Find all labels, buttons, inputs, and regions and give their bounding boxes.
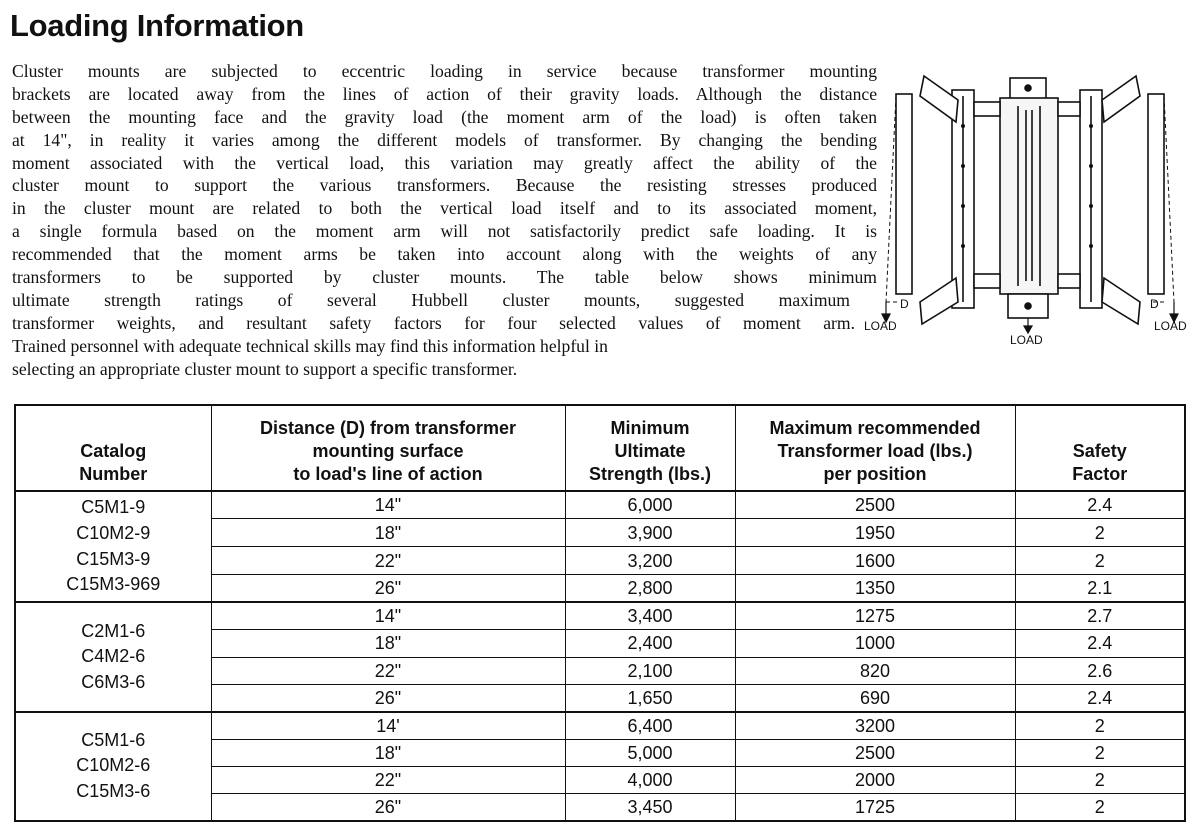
distance-cell: 14" (211, 602, 565, 629)
header-safety-factor: Safety Factor (1015, 405, 1185, 491)
strength-cell: 5,000 (565, 739, 735, 766)
strength-cell: 2,800 (565, 575, 735, 603)
safety-cell: 2.6 (1015, 657, 1185, 684)
load-cell: 1600 (735, 547, 1015, 575)
distance-cell: 26" (211, 794, 565, 821)
distance-cell: 18" (211, 519, 565, 547)
distance-label-left: D (900, 297, 909, 311)
paragraph-line: in the cluster mount are related to both the vertical load itself and to its associated moment, (12, 198, 877, 219)
loading-table (14, 404, 1186, 822)
distance-cell: 26" (211, 575, 565, 603)
safety-cell: 2.1 (1015, 575, 1185, 603)
safety-cell: 2 (1015, 712, 1185, 739)
safety-cell: 2.4 (1015, 684, 1185, 711)
strength-cell: 3,200 (565, 547, 735, 575)
left-upper-arm (920, 76, 958, 122)
paragraph-line: brackets are located away from the lines of action of their gravity loads. Although the distance (12, 83, 877, 104)
strength-cell: 2,100 (565, 657, 735, 684)
left-lower-arm (920, 278, 958, 324)
header-distance: Distance (D) from transformer mounting surface to load's line of action (211, 405, 565, 491)
distance-cell: 22" (211, 657, 565, 684)
load-cell: 1275 (735, 602, 1015, 629)
safety-cell: 2 (1015, 766, 1185, 793)
load-cell: 1000 (735, 630, 1015, 657)
paragraph-line: at 14", in reality it varies among the different models of transformer. By changing the bending (12, 129, 877, 150)
distance-cell: 22" (211, 766, 565, 793)
safety-cell: 2 (1015, 547, 1185, 575)
strength-cell: 4,000 (565, 766, 735, 793)
catalog-number-cell: C5M1-6 C10M2-6 C15M3-6 (15, 712, 211, 821)
table-row (15, 712, 1185, 739)
catalog-number-cell: C2M1-6 C4M2-6 C6M3-6 (15, 602, 211, 711)
safety-cell: 2 (1015, 519, 1185, 547)
paragraph-line: ultimate strength ratings of several Hubbell cluster mounts, suggested maximum (12, 289, 850, 310)
load-label-right: LOAD (1154, 319, 1187, 333)
paragraph-line: between the mounting face and the gravity load (the moment arm of the load) is often taken (12, 106, 877, 127)
page-title: Loading Information (10, 8, 304, 43)
table-header-row (15, 405, 1185, 491)
safety-cell: 2 (1015, 794, 1185, 821)
intro-paragraph (12, 60, 892, 380)
load-cell: 1725 (735, 794, 1015, 821)
load-cell: 2500 (735, 491, 1015, 519)
distance-cell: 14' (211, 712, 565, 739)
paragraph-line: a single formula based on the moment arm will not satisfactorily predict safe loading. It is (12, 221, 877, 242)
load-cell: 1950 (735, 519, 1015, 547)
load-cell: 690 (735, 684, 1015, 711)
load-cell: 1350 (735, 575, 1015, 603)
paragraph-line: transformer weights, and resultant safety factors for four selected values of moment arm. (12, 312, 855, 333)
cluster-mount-diagram (860, 66, 1200, 356)
distance-cell: 14" (211, 491, 565, 519)
safety-cell: 2 (1015, 739, 1185, 766)
right-upper-arm (1102, 76, 1140, 122)
right-lower-arm (1102, 278, 1140, 324)
load-label-center: LOAD (1010, 333, 1043, 347)
strength-cell: 3,400 (565, 602, 735, 629)
strength-cell: 3,450 (565, 794, 735, 821)
distance-cell: 18" (211, 630, 565, 657)
distance-label-right: D (1150, 297, 1159, 311)
paragraph-line: transformers to be supported by cluster mounts. The table below shows minimum (12, 267, 877, 288)
load-cell: 3200 (735, 712, 1015, 739)
paragraph-line: selecting an appropriate cluster mount to support a specific transformer. (12, 358, 518, 379)
paragraph-line: moment associated with the vertical load, this variation may greatly affect the ability of the (12, 152, 877, 173)
paragraph-line: recommended that the moment arms be taken into account along with the weights of any (12, 244, 877, 265)
header-catalog-number: Catalog Number (15, 405, 211, 491)
strength-cell: 6,000 (565, 491, 735, 519)
paragraph-line: Cluster mounts are subjected to eccentric loading in service because transformer mounting (12, 61, 877, 81)
safety-cell: 2.4 (1015, 491, 1185, 519)
strength-cell: 1,650 (565, 684, 735, 711)
distance-cell: 26" (211, 684, 565, 711)
paragraph-line: cluster mount to support the various transformers. Because the resisting stresses produced (12, 175, 877, 196)
distance-cell: 22" (211, 547, 565, 575)
load-cell: 820 (735, 657, 1015, 684)
paragraph-line: Trained personnel with adequate technical skills may find this information helpful in (12, 335, 608, 356)
safety-cell: 2.4 (1015, 630, 1185, 657)
table-row (15, 491, 1185, 519)
header-min-ultimate-strength: Minimum Ultimate Strength (lbs.) (565, 405, 735, 491)
distance-cell: 18" (211, 739, 565, 766)
load-cell: 2500 (735, 739, 1015, 766)
table-row (15, 602, 1185, 629)
center-mount-body (1000, 98, 1058, 294)
header-max-transformer-load: Maximum recommended Transformer load (lbs.) per position (735, 405, 1015, 491)
strength-cell: 2,400 (565, 630, 735, 657)
safety-cell: 2.7 (1015, 602, 1185, 629)
load-cell: 2000 (735, 766, 1015, 793)
load-label-left: LOAD (864, 319, 897, 333)
strength-cell: 3,900 (565, 519, 735, 547)
catalog-number-cell: C5M1-9 C10M2-9 C15M3-9 C15M3-969 (15, 491, 211, 602)
strength-cell: 6,400 (565, 712, 735, 739)
